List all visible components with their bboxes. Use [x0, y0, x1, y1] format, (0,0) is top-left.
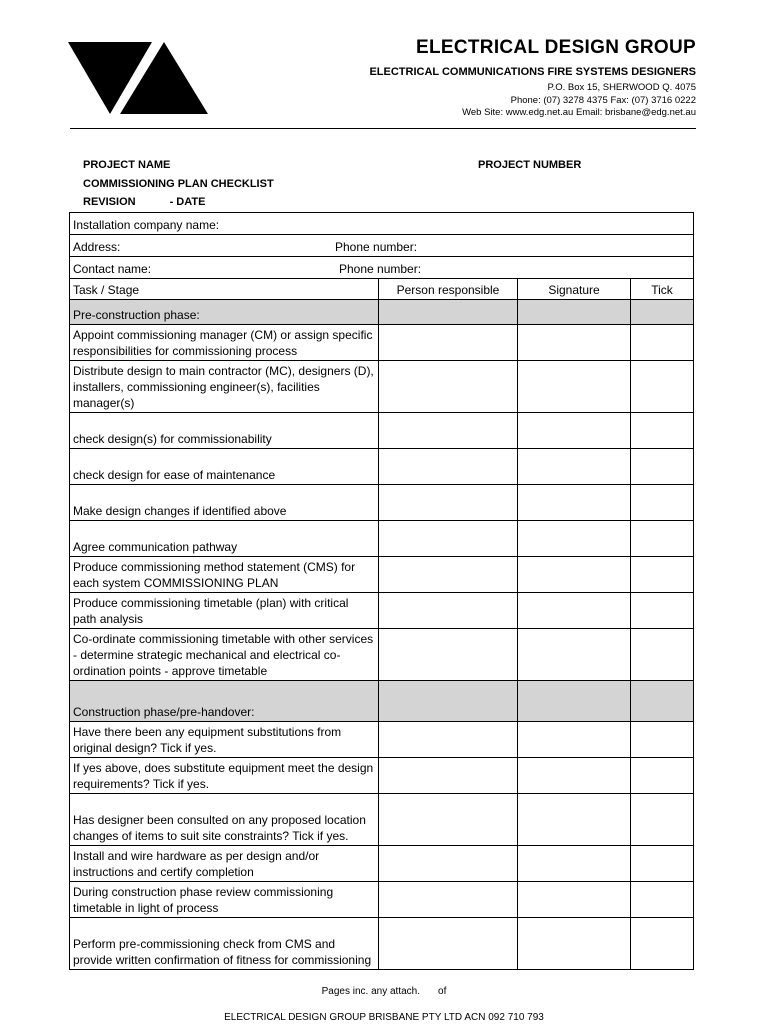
info-row-company [70, 213, 694, 235]
column-header-row [70, 279, 694, 300]
person-responsible-cell[interactable] [379, 521, 518, 557]
signature-cell[interactable] [518, 413, 631, 449]
company-phone-fax: Phone: (07) 3278 4375 Fax: (07) 3716 0222 [510, 94, 696, 106]
date-label: - DATE [169, 196, 206, 208]
task-description: Make design changes if identified above [70, 485, 379, 521]
commissioning-table [69, 212, 694, 970]
task-row [70, 846, 694, 882]
of-label: of [438, 986, 447, 997]
signature-cell[interactable] [518, 485, 631, 521]
signature-cell[interactable] [518, 629, 631, 681]
task-description: Co-ordinate commissioning timetable with other services - determine strategic mechanical and electrical co-ordination points - approve timetable [70, 629, 379, 681]
revision-date-row [83, 196, 205, 208]
task-description: Appoint commissioning manager (CM) or assign specific responsibilities for commissioning process [70, 325, 379, 361]
tick-cell[interactable] [631, 794, 694, 846]
person-responsible-cell[interactable] [379, 593, 518, 629]
contact-phone-label: Phone number: [339, 262, 422, 276]
address-phone-label: Phone number: [335, 240, 418, 254]
person-column-header: Person responsible [379, 279, 518, 300]
task-description: Agree communication pathway [70, 521, 379, 557]
tick-cell[interactable] [631, 413, 694, 449]
tick-cell[interactable] [631, 325, 694, 361]
signature-cell[interactable] [518, 300, 631, 325]
tick-cell[interactable] [631, 846, 694, 882]
tick-cell[interactable] [631, 758, 694, 794]
address-label: Address: [73, 240, 121, 254]
task-row [70, 449, 694, 485]
contact-cell[interactable] [70, 257, 694, 279]
task-row [70, 758, 694, 794]
tick-cell[interactable] [631, 629, 694, 681]
tick-cell[interactable] [631, 557, 694, 593]
signature-cell[interactable] [518, 593, 631, 629]
task-description: Distribute design to main contractor (MC), designers (D), installers, commissioning engineer(s), facilities manager(s) [70, 361, 379, 413]
task-description: During construction phase review commissioning timetable in light of process [70, 882, 379, 918]
task-row [70, 325, 694, 361]
person-responsible-cell[interactable] [379, 882, 518, 918]
task-description: Has designer been consulted on any proposed location changes of items to suit site constraints? Tick if yes. [70, 794, 379, 846]
signature-column-header: Signature [518, 279, 631, 300]
address-cell[interactable] [70, 235, 694, 257]
signature-cell[interactable] [518, 918, 631, 970]
signature-cell[interactable] [518, 325, 631, 361]
task-description: Perform pre-commissioning check from CMS and provide written confirmation of fitness for commissioning [70, 918, 379, 970]
company-footer: ELECTRICAL DESIGN GROUP BRISBANE PTY LTD ACN 092 710 793 [224, 1012, 544, 1023]
person-responsible-cell[interactable] [379, 918, 518, 970]
person-responsible-cell[interactable] [379, 300, 518, 325]
person-responsible-cell[interactable] [379, 722, 518, 758]
company-block [369, 36, 696, 120]
signature-cell[interactable] [518, 722, 631, 758]
tick-cell[interactable] [631, 485, 694, 521]
pages-label: Pages inc. any attach. [321, 986, 421, 997]
person-responsible-cell[interactable] [379, 758, 518, 794]
task-description: check design for ease of maintenance [70, 449, 379, 485]
task-description: Produce commissioning timetable (plan) with critical path analysis [70, 593, 379, 629]
info-row-address [70, 235, 694, 257]
project-name-label: PROJECT NAME [83, 159, 171, 171]
contact-label: Contact name: [73, 262, 152, 276]
phase-label: Pre-construction phase: [70, 300, 379, 325]
signature-cell[interactable] [518, 846, 631, 882]
task-row [70, 413, 694, 449]
task-row [70, 485, 694, 521]
tick-cell[interactable] [631, 681, 694, 722]
signature-cell[interactable] [518, 882, 631, 918]
tick-column-header: Tick [631, 279, 694, 300]
person-responsible-cell[interactable] [379, 485, 518, 521]
person-responsible-cell[interactable] [379, 325, 518, 361]
company-address: P.O. Box 15, SHERWOOD Q. 4075 [547, 82, 696, 93]
company-logo [68, 40, 210, 116]
task-row [70, 882, 694, 918]
signature-cell[interactable] [518, 758, 631, 794]
tick-cell[interactable] [631, 882, 694, 918]
tick-cell[interactable] [631, 722, 694, 758]
task-description: check design(s) for commissionability [70, 413, 379, 449]
page-count-line [0, 986, 768, 997]
tick-cell[interactable] [631, 449, 694, 485]
installation-company-label: Installation company name: [73, 218, 220, 232]
task-row [70, 629, 694, 681]
person-responsible-cell[interactable] [379, 413, 518, 449]
person-responsible-cell[interactable] [379, 557, 518, 593]
person-responsible-cell[interactable] [379, 629, 518, 681]
person-responsible-cell[interactable] [379, 794, 518, 846]
task-row [70, 918, 694, 970]
header-divider [70, 128, 696, 129]
task-row [70, 593, 694, 629]
task-row [70, 794, 694, 846]
revision-label: REVISION [83, 196, 136, 208]
signature-cell[interactable] [518, 521, 631, 557]
task-description: Have there been any equipment substitutions from original design? Tick if yes. [70, 722, 379, 758]
person-responsible-cell[interactable] [379, 449, 518, 485]
checklist-title: COMMISSIONING PLAN CHECKLIST [83, 178, 274, 190]
task-row [70, 557, 694, 593]
signature-cell[interactable] [518, 449, 631, 485]
tick-cell[interactable] [631, 521, 694, 557]
task-description: Install and wire hardware as per design and/or instructions and certify completion [70, 846, 379, 882]
signature-cell[interactable] [518, 361, 631, 413]
person-responsible-cell[interactable] [379, 361, 518, 413]
phase-label: Construction phase/pre-handover: [70, 681, 379, 722]
signature-cell[interactable] [518, 557, 631, 593]
signature-cell[interactable] [518, 681, 631, 722]
task-description: If yes above, does substitute equipment meet the design requirements? Tick if yes. [70, 758, 379, 794]
tick-cell[interactable] [631, 593, 694, 629]
person-responsible-cell[interactable] [379, 846, 518, 882]
signature-cell[interactable] [518, 794, 631, 846]
company-name: ELECTRICAL DESIGN GROUP [416, 37, 696, 58]
tick-cell[interactable] [631, 300, 694, 325]
phase-row [70, 681, 694, 722]
phase-row [70, 300, 694, 325]
task-description: Produce commissioning method statement (CMS) for each system COMMISSIONING PLAN [70, 557, 379, 593]
company-tagline: ELECTRICAL COMMUNICATIONS FIRE SYSTEMS DESIGNERS [369, 66, 696, 78]
task-row [70, 361, 694, 413]
task-row [70, 722, 694, 758]
tick-cell[interactable] [631, 918, 694, 970]
tick-cell[interactable] [631, 361, 694, 413]
company-web-email: Web Site: www.edg.net.au Email: brisbane@edg.net.au [462, 107, 696, 118]
info-row-contact [70, 257, 694, 279]
person-responsible-cell[interactable] [379, 681, 518, 722]
task-column-header: Task / Stage [70, 279, 379, 300]
project-number-label: PROJECT NUMBER [478, 159, 582, 171]
installation-company-cell[interactable] [70, 213, 694, 235]
task-row [70, 521, 694, 557]
